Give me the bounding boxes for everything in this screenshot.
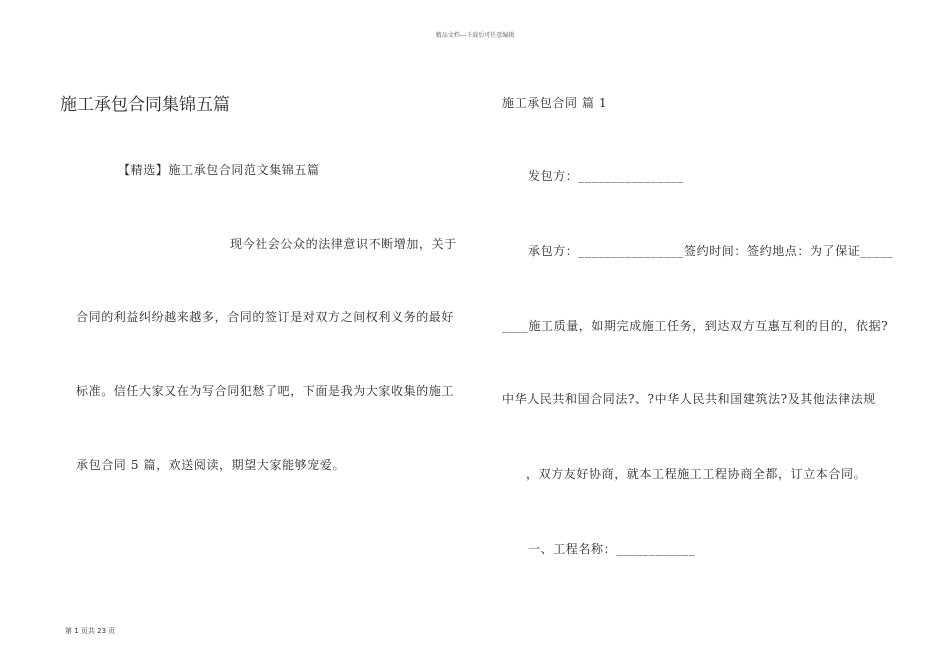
paragraph-line-2: 合同的利益纠纷越来越多，合同的签订是对双方之间权利义务的最好 <box>76 310 455 324</box>
party-b-line: 承包方：________________签约时间：签约地点：为了保证_____ <box>528 244 894 258</box>
page-footer: 第 1 页共 23 页 <box>65 627 116 635</box>
document-title: 施工承包合同集锦五篇 <box>60 95 230 115</box>
party-a-line: 发包方：________________ <box>528 169 685 183</box>
paragraph-line-3: 标准。信任大家又在为写合同犯愁了吧，下面是我为大家收集的施工 <box>76 384 455 398</box>
section-project-name: 一、工程名称：____________ <box>528 542 696 556</box>
page-header-note: 精品文档---下载后可任意编辑 <box>435 32 515 39</box>
body-line-2: 中华人民共和国合同法?、?中华人民共和国建筑法?及其他法律法规 <box>502 392 876 406</box>
subtitle: 【精选】施工承包合同范文集锦五篇 <box>118 163 320 177</box>
contract-heading: 施工承包合同 篇 1 <box>502 96 608 110</box>
body-line-3: ，双方友好协商，就本工程施工工程协商全都，订立本合同。 <box>526 467 867 481</box>
body-line-1: ____施工质量，如期完成施工任务，到达双方互惠互利的目的，依据? <box>502 319 889 333</box>
paragraph-line-4: 承包合同 5 篇，欢送阅读，期望大家能够宠爱。 <box>76 458 346 472</box>
paragraph-line-1: 现今社会公众的法律意识不断增加，关于 <box>230 237 457 251</box>
